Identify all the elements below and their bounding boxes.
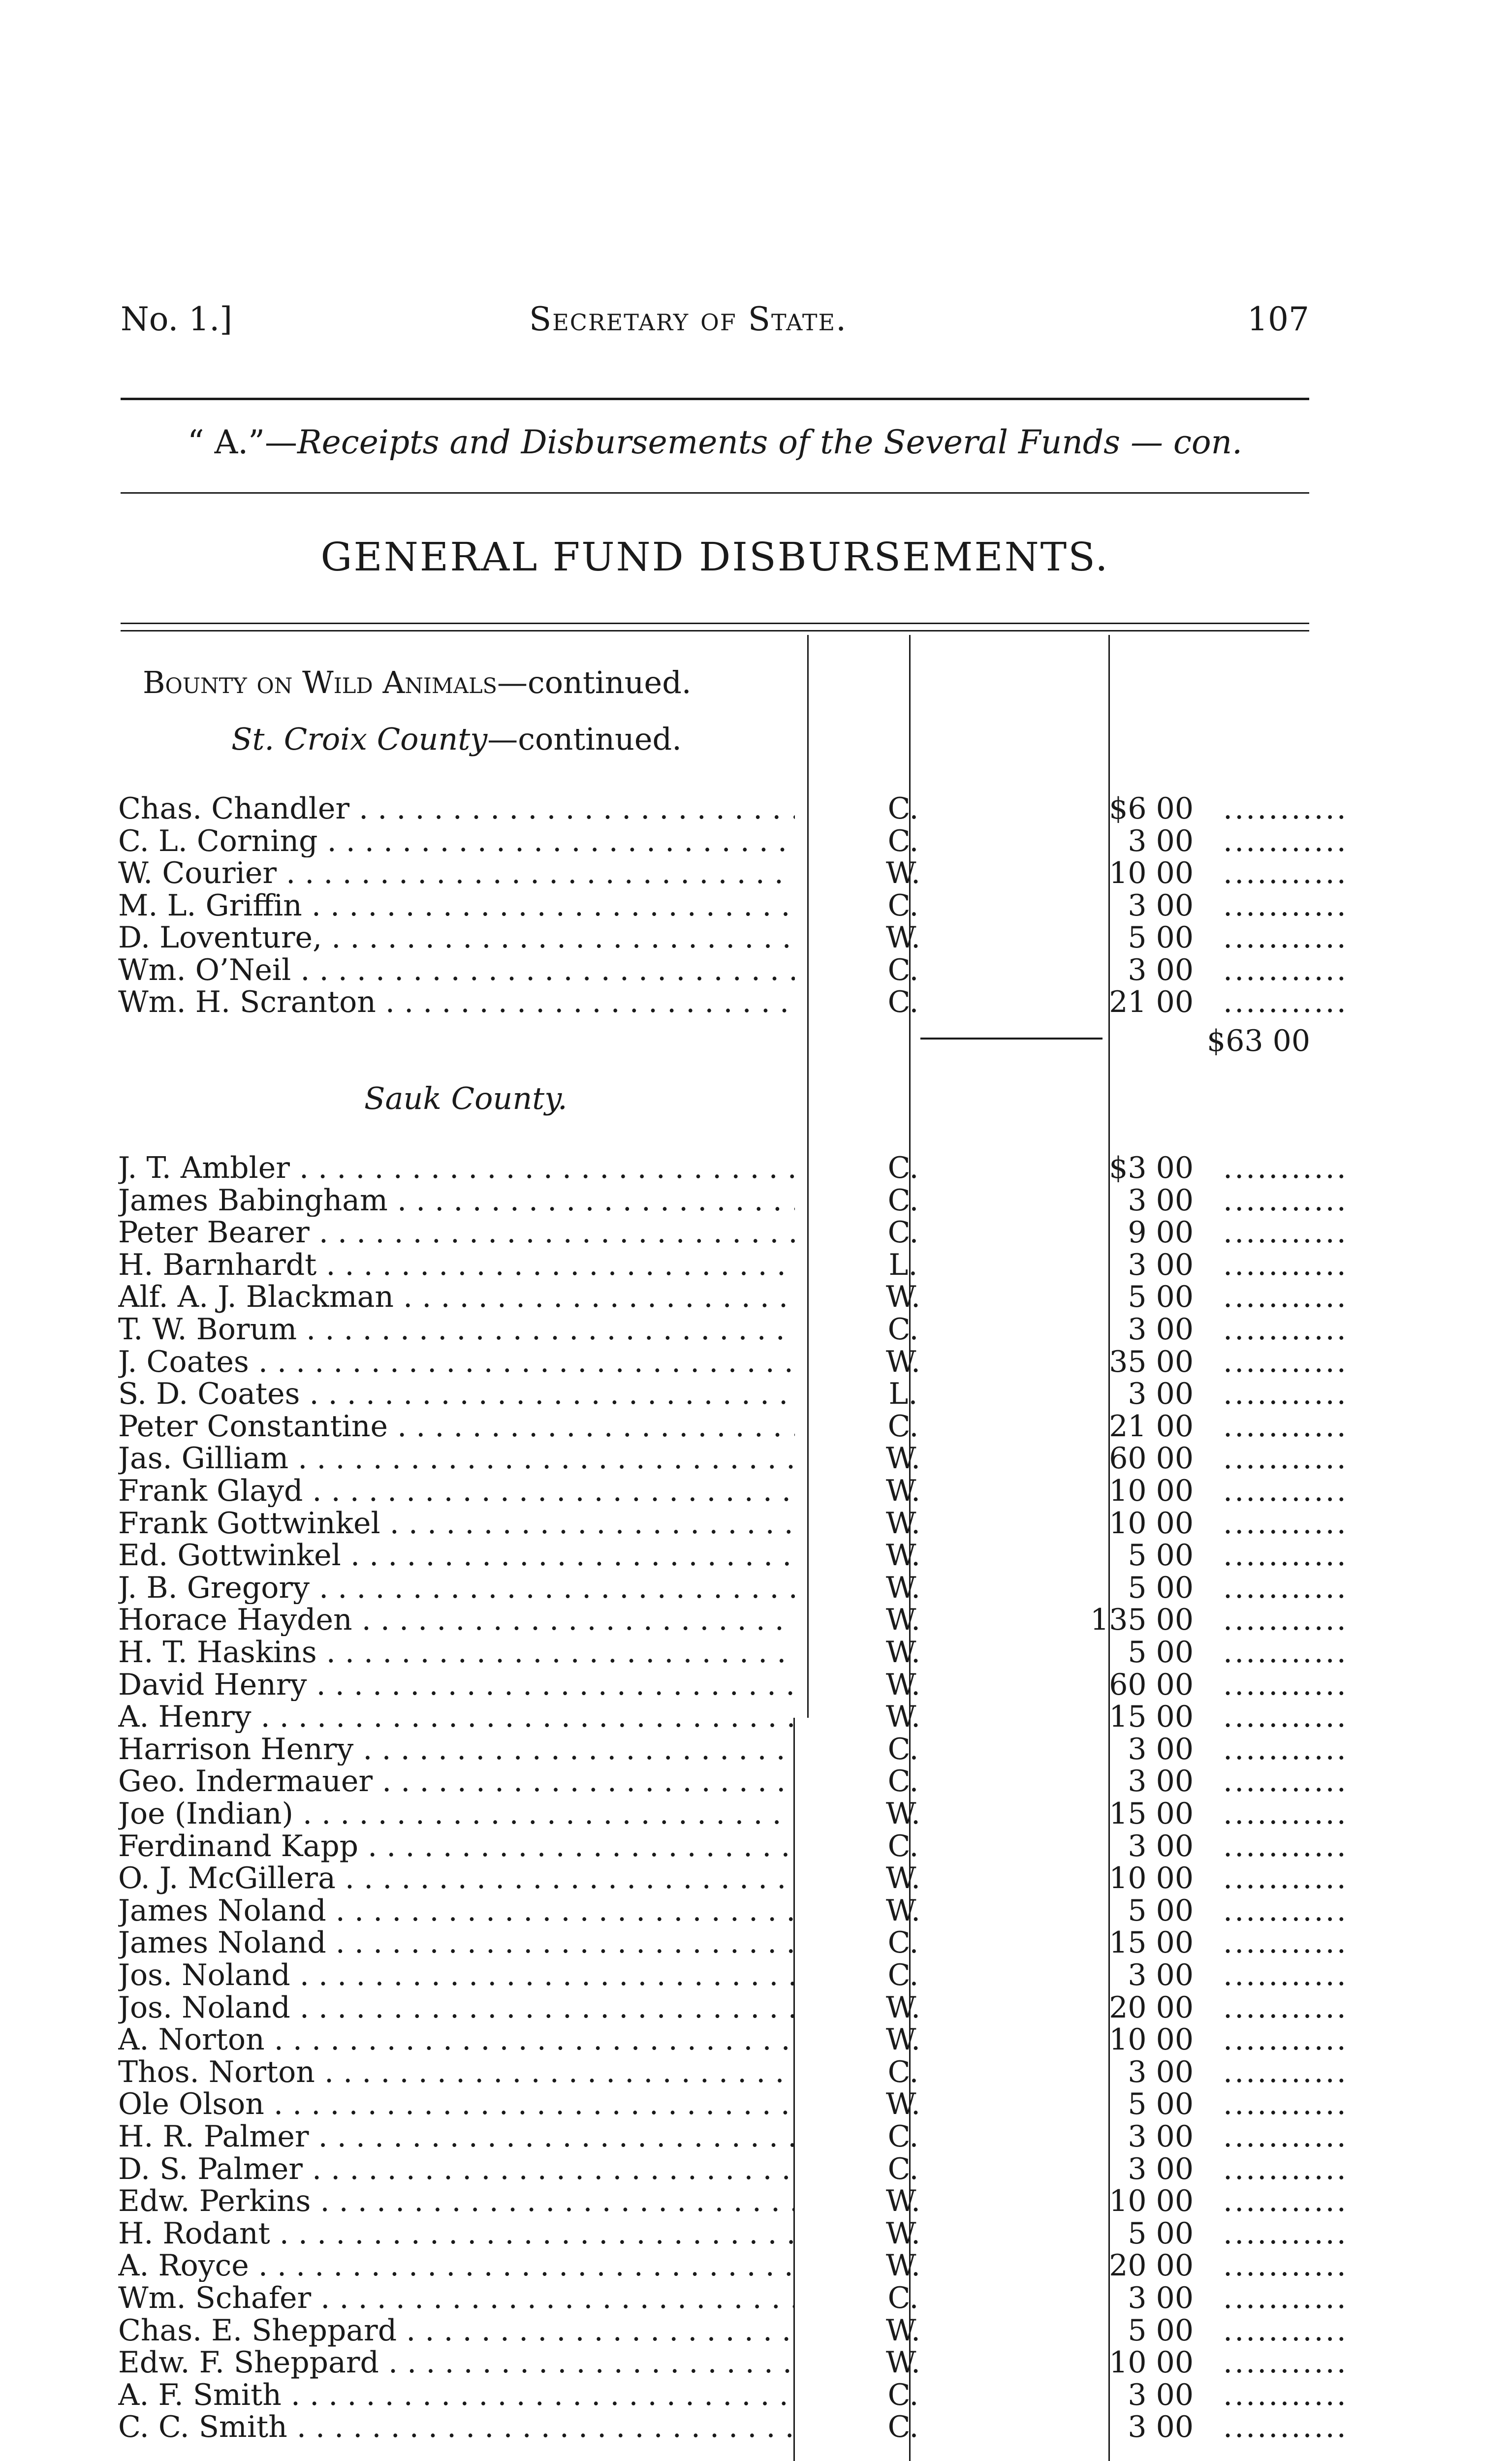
animal-type: W. — [885, 1635, 921, 1670]
amount: 20 00 — [1109, 2248, 1194, 2283]
table-row — [118, 1925, 1348, 1960]
animal-type: L. — [888, 1247, 918, 1282]
animal-type: C. — [887, 2119, 919, 2154]
animal-type: L. — [888, 1377, 918, 1412]
animal-type: C. — [887, 2151, 919, 2186]
amount: 3 00 — [1128, 888, 1194, 923]
county-heading — [231, 721, 682, 757]
table-row — [118, 2151, 1348, 2186]
claimant-name: Frank Gottwinkel . . . — [118, 1507, 795, 1540]
page-title: GENERAL FUND DISBURSEMENTS. — [320, 534, 1109, 580]
county-suffix: —continued. — [487, 721, 682, 757]
dot-leader: ........... — [1223, 1959, 1348, 1991]
animal-type: W. — [885, 1538, 921, 1573]
dot-leader: ........... — [1223, 1475, 1348, 1507]
dot-leader: ........... — [1223, 857, 1348, 889]
claimant-name: Chas. E. Sheppard . . . — [118, 2314, 795, 2347]
claimant-name: James Noland . . . — [118, 1894, 795, 1927]
claimant-name: D. S. Palmer . . . — [118, 2153, 795, 2185]
animal-type: C. — [887, 985, 919, 1019]
section-title-suffix: —continued. — [497, 664, 692, 700]
dot-leader: ........... — [1223, 792, 1348, 825]
table-row — [118, 1958, 1348, 1992]
amount: 21 00 — [1109, 1409, 1194, 1444]
animal-type: W. — [885, 2248, 921, 2283]
animal-type: W. — [885, 1441, 921, 1476]
table-row — [118, 1764, 1348, 1799]
table-row — [118, 856, 1348, 890]
table-row — [118, 2313, 1348, 2348]
amount: 35 00 — [1109, 1344, 1194, 1379]
animal-type: W. — [885, 1603, 921, 1638]
claimant-name: Geo. Indermauer . . . — [118, 1765, 795, 1798]
claimant-name: Alf. A. J. Blackman . . . — [118, 1281, 795, 1313]
amount: 3 00 — [1128, 1247, 1194, 1282]
table-row — [118, 1151, 1348, 1185]
dot-leader: ........... — [1223, 1378, 1348, 1411]
dot-leader: ........... — [1223, 953, 1348, 986]
claimant-name: Wm. Schafer . . . — [118, 2282, 795, 2314]
animal-type: C. — [887, 1829, 919, 1863]
amount: 5 00 — [1128, 2216, 1194, 2251]
dot-leader: ........... — [1223, 1184, 1348, 1217]
table-row — [118, 952, 1348, 987]
dot-leader: ........... — [1223, 1313, 1348, 1346]
amount: 3 00 — [1128, 2377, 1194, 2412]
dot-leader: ........... — [1223, 2023, 1348, 2056]
animal-type: W. — [885, 1861, 921, 1896]
amount: 60 00 — [1109, 1441, 1194, 1476]
claimant-name: Jos. Noland . . . — [118, 1991, 795, 2024]
table-row — [118, 1312, 1348, 1347]
county-name: Sauk County. — [364, 1080, 567, 1116]
amount: 3 00 — [1128, 1377, 1194, 1412]
animal-type: C. — [887, 2054, 919, 2089]
claimant-name: Horace Hayden . . . — [118, 1604, 795, 1636]
claimant-name: C. L. Corning . . . — [118, 825, 795, 857]
dot-leader: ........... — [1223, 1733, 1348, 1766]
amount: 21 00 — [1109, 985, 1194, 1019]
claimant-name: H. T. Haskins . . . — [118, 1636, 795, 1669]
amount: 60 00 — [1109, 1667, 1194, 1702]
document-number: No. 1.] — [121, 300, 233, 338]
table-row — [118, 1990, 1348, 2025]
claimant-name: H. Barnhardt . . . — [118, 1249, 795, 1281]
dot-leader: ........... — [1223, 2217, 1348, 2250]
claimant-name: A. Royce . . . — [118, 2249, 795, 2282]
amount: 3 00 — [1128, 1829, 1194, 1863]
animal-type: W. — [885, 2184, 921, 2219]
animal-type: C. — [887, 952, 919, 987]
animal-type: C. — [887, 1925, 919, 1960]
animal-type: C. — [887, 1215, 919, 1250]
amount: 10 00 — [1109, 1474, 1194, 1508]
amount: 15 00 — [1109, 1700, 1194, 1735]
amount: 3 00 — [1128, 1312, 1194, 1347]
amount: 15 00 — [1109, 1925, 1194, 1960]
subtotal-rule — [920, 1038, 1102, 1040]
schedule-subtitle — [121, 423, 1309, 461]
header-rule — [121, 398, 1309, 400]
amount: 5 00 — [1128, 1635, 1194, 1670]
county-heading — [364, 1080, 567, 1116]
animal-type: W. — [885, 856, 921, 890]
claimant-name: Peter Bearer . . . — [118, 1216, 795, 1249]
animal-type: W. — [885, 1667, 921, 1702]
animal-type: W. — [885, 1990, 921, 2025]
animal-type: C. — [887, 1151, 919, 1185]
animal-type: C. — [887, 1764, 919, 1799]
claimant-name: A. Norton . . . — [118, 2023, 795, 2056]
amount: 10 00 — [1109, 2184, 1194, 2219]
dot-leader: ........... — [1223, 2185, 1348, 2218]
table-row — [118, 1247, 1348, 1282]
animal-type: C. — [887, 2281, 919, 2315]
claimant-name: Joe (Indian) . . . — [118, 1798, 795, 1830]
table-row — [118, 2087, 1348, 2122]
amount: $3 00 — [1109, 1151, 1194, 1185]
dot-leader: ........... — [1223, 1507, 1348, 1540]
table-row — [118, 2281, 1348, 2315]
claimant-name: T. W. Borum . . . — [118, 1313, 795, 1346]
amount: 10 00 — [1109, 2022, 1194, 2057]
claimant-name: Edw. Perkins . . . — [118, 2185, 795, 2217]
claimant-name: Jas. Gilliam . . . — [118, 1442, 795, 1475]
dot-leader: ........... — [1223, 1701, 1348, 1734]
dot-leader: ........... — [1223, 1862, 1348, 1895]
dot-leader: ........... — [1223, 1926, 1348, 1959]
claimant-name: J. B. Gregory . . . — [118, 1572, 795, 1604]
animal-type: W. — [885, 2022, 921, 2057]
animal-type: W. — [885, 1344, 921, 1379]
dot-leader: ........... — [1223, 2152, 1348, 2185]
amount: 5 00 — [1128, 1893, 1194, 1928]
table-top-rule-2 — [121, 630, 1309, 631]
dot-leader: ........... — [1223, 1345, 1348, 1378]
table-row — [118, 2345, 1348, 2380]
dot-leader: ........... — [1223, 2282, 1348, 2314]
subtitle-rule — [121, 492, 1309, 494]
table-row — [118, 1700, 1348, 1735]
table-row — [118, 1635, 1348, 1670]
table-row — [118, 2410, 1348, 2445]
dot-leader: ........... — [1223, 1830, 1348, 1862]
claimant-name: A. F. Smith . . . — [118, 2379, 795, 2411]
dot-leader: ........... — [1223, 2249, 1348, 2282]
amount: 3 00 — [1128, 2119, 1194, 2154]
dot-leader: ........... — [1223, 1765, 1348, 1798]
claimant-name: Edw. F. Sheppard . . . — [118, 2346, 795, 2379]
table-row — [118, 1344, 1348, 1379]
animal-type: C. — [887, 2410, 919, 2445]
amount: 15 00 — [1109, 1797, 1194, 1831]
dot-leader: ........... — [1223, 1216, 1348, 1249]
animal-type: W. — [885, 2313, 921, 2348]
amount: 10 00 — [1109, 2345, 1194, 2380]
animal-type: W. — [885, 1797, 921, 1831]
dot-leader: ........... — [1223, 1281, 1348, 1314]
amount: 5 00 — [1128, 1570, 1194, 1605]
amount: 5 00 — [1128, 2087, 1194, 2122]
animal-type: C. — [887, 1958, 919, 1992]
table-row — [118, 1409, 1348, 1444]
table-row — [118, 1861, 1348, 1896]
table-row — [118, 888, 1348, 923]
animal-type: W. — [885, 1570, 921, 1605]
dot-leader: ........... — [1223, 824, 1348, 857]
table-row — [118, 1603, 1348, 1638]
dot-leader: ........... — [1223, 2411, 1348, 2444]
claimant-name: Jos. Noland . . . — [118, 1959, 795, 1991]
amount: 5 00 — [1128, 1538, 1194, 1573]
claimant-name: D. Loventure, . . . — [118, 921, 795, 954]
table-row — [118, 985, 1348, 1019]
claimant-name: O. J. McGillera . . . — [118, 1862, 795, 1894]
amount: 3 00 — [1128, 2151, 1194, 2186]
claimant-name: Ed. Gottwinkel . . . — [118, 1539, 795, 1572]
claimant-name: S. D. Coates . . . — [118, 1378, 795, 1410]
claimant-name: Harrison Henry . . . — [118, 1733, 795, 1766]
animal-type: C. — [887, 1732, 919, 1767]
dot-leader: ........... — [1223, 2346, 1348, 2379]
amount: 5 00 — [1128, 920, 1194, 955]
claimant-name: J. T. Ambler . . . — [118, 1152, 795, 1184]
dot-leader: ........... — [1223, 889, 1348, 922]
table-row — [118, 2248, 1348, 2283]
table-top-rule-1 — [121, 623, 1309, 624]
dot-leader: ........... — [1223, 2314, 1348, 2347]
table-row — [118, 2216, 1348, 2251]
claimant-name: Peter Constantine . . . — [118, 1410, 795, 1443]
table-row — [118, 1474, 1348, 1508]
dot-leader: ........... — [1223, 1539, 1348, 1572]
dot-leader: ........... — [1223, 1636, 1348, 1669]
animal-type: C. — [887, 1183, 919, 1218]
amount: 5 00 — [1128, 2313, 1194, 2348]
amount: 3 00 — [1128, 1958, 1194, 1992]
amount: 3 00 — [1128, 952, 1194, 987]
amount: 10 00 — [1109, 1861, 1194, 1896]
amount: 3 00 — [1128, 823, 1194, 858]
table-row — [118, 791, 1348, 826]
table-row — [118, 823, 1348, 858]
table-row — [118, 1667, 1348, 1702]
claimant-name: Wm. O’Neil . . . — [118, 954, 795, 986]
table-row — [118, 2119, 1348, 2154]
dot-leader: ........... — [1223, 1991, 1348, 2024]
animal-type: C. — [887, 888, 919, 923]
table-row — [118, 1829, 1348, 1863]
table-row — [118, 2184, 1348, 2219]
claimant-name: M. L. Griffin . . . — [118, 889, 795, 922]
section-title: Bounty on Wild Animals — [143, 664, 497, 700]
amount: 3 00 — [1128, 2281, 1194, 2315]
table-row — [118, 1570, 1348, 1605]
page-number: 107 — [1247, 300, 1309, 338]
running-header — [121, 300, 1309, 345]
dot-leader: ........... — [1223, 2378, 1348, 2411]
claimant-name: W. Courier . . . — [118, 857, 795, 889]
dot-leader: ........... — [1223, 2088, 1348, 2121]
dot-leader: ........... — [1223, 2055, 1348, 2088]
table-row — [118, 1506, 1348, 1541]
claimant-name: James Noland . . . — [118, 1926, 795, 1959]
claimant-name: David Henry . . . — [118, 1669, 795, 1701]
amount: 3 00 — [1128, 1764, 1194, 1799]
dot-leader: ........... — [1223, 1152, 1348, 1184]
claimant-name: Ferdinand Kapp . . . — [118, 1830, 795, 1862]
amount: $6 00 — [1109, 791, 1194, 826]
dot-leader: ........... — [1223, 1604, 1348, 1637]
animal-type: W. — [885, 2345, 921, 2380]
animal-type: C. — [887, 791, 919, 826]
dot-leader: ........... — [1223, 1668, 1348, 1701]
amount: 3 00 — [1128, 2054, 1194, 2089]
table-row — [118, 920, 1348, 955]
amount: 10 00 — [1109, 856, 1194, 890]
amount: 5 00 — [1128, 1280, 1194, 1315]
animal-type: W. — [885, 1280, 921, 1315]
animal-type: W. — [885, 2087, 921, 2122]
animal-type: C. — [887, 2377, 919, 2412]
claimant-name: J. Coates . . . — [118, 1346, 795, 1378]
schedule-label: “ A.”— — [187, 423, 297, 461]
table-row — [118, 1215, 1348, 1250]
animal-type: C. — [887, 1409, 919, 1444]
claimant-name: A. Henry . . . — [118, 1701, 795, 1733]
animal-type: W. — [885, 920, 921, 955]
amount: 10 00 — [1109, 1506, 1194, 1541]
table-row — [118, 2022, 1348, 2057]
dot-leader: ........... — [1223, 1571, 1348, 1604]
table-row — [118, 1377, 1348, 1412]
claimant-name: C. C. Smith . . . — [118, 2411, 795, 2443]
animal-type: W. — [885, 1893, 921, 1928]
amount: 135 00 — [1090, 1603, 1194, 1638]
animal-type: C. — [887, 1312, 919, 1347]
table-row — [118, 1538, 1348, 1573]
county-total: $63 00 — [1207, 1024, 1310, 1058]
table-row — [118, 2054, 1348, 2089]
table-row — [118, 1797, 1348, 1831]
animal-type: W. — [885, 1474, 921, 1508]
animal-type: W. — [885, 1700, 921, 1735]
claimant-name: Ole Olson . . . — [118, 2088, 795, 2120]
claimant-name: Thos. Norton . . . — [118, 2056, 795, 2088]
table-row — [118, 1441, 1348, 1476]
claimant-name: H. Rodant . . . — [118, 2217, 795, 2250]
table-row — [118, 1732, 1348, 1767]
dot-leader: ........... — [1223, 986, 1348, 1018]
table-row — [118, 1280, 1348, 1315]
dot-leader: ........... — [1223, 2120, 1348, 2153]
amount: 20 00 — [1109, 1990, 1194, 2025]
dot-leader: ........... — [1223, 1442, 1348, 1475]
dot-leader: ........... — [1223, 1248, 1348, 1281]
county-name: St. Croix County — [231, 721, 488, 757]
animal-type: W. — [885, 2216, 921, 2251]
amount: 3 00 — [1128, 1732, 1194, 1767]
claimant-name: Frank Glayd . . . — [118, 1475, 795, 1507]
table-row — [118, 2377, 1348, 2412]
table-row — [118, 1893, 1348, 1928]
table-row — [118, 1183, 1348, 1218]
claimant-name: Wm. H. Scranton . . . — [118, 986, 795, 1018]
amount: 3 00 — [1128, 1183, 1194, 1218]
claimant-name: H. R. Palmer . . . — [118, 2120, 795, 2153]
dot-leader: ........... — [1223, 1410, 1348, 1443]
department-title: Secretary of State. — [529, 300, 848, 338]
dot-leader: ........... — [1223, 1798, 1348, 1830]
animal-type: W. — [885, 1506, 921, 1541]
claimant-name: James Babingham . . . — [118, 1184, 795, 1217]
animal-type: C. — [887, 823, 919, 858]
amount: 3 00 — [1128, 2410, 1194, 2445]
dot-leader: ........... — [1223, 921, 1348, 954]
section-heading — [143, 664, 692, 700]
dot-leader: ........... — [1223, 1894, 1348, 1927]
amount: 9 00 — [1128, 1215, 1194, 1250]
claimant-name: Chas. Chandler . . . — [118, 792, 795, 825]
schedule-title: Receipts and Disbursements of the Several Funds — con. — [297, 423, 1243, 461]
